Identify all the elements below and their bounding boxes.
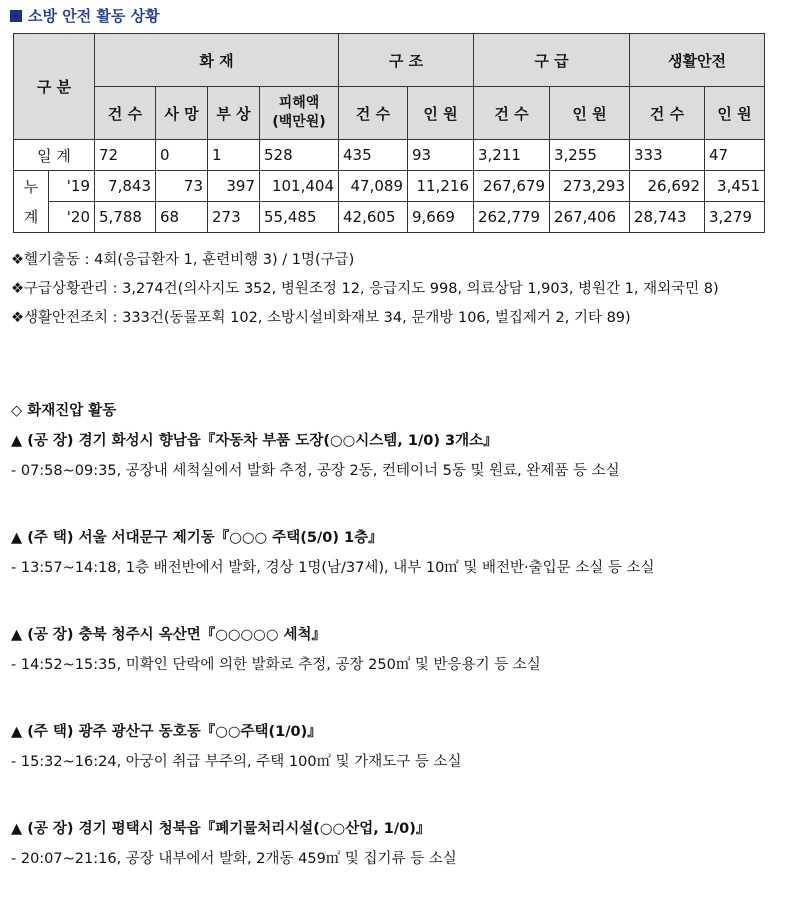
fire-incident [11,717,781,777]
table-cell: 3,211 [474,140,550,171]
note-ems-management: ❖구급상황관리 : 3,274건(의사지도 352, 병원조정 12, 응급지도 998, 의료상담 1,903, 병원간 1, 재외국민 8) [11,281,719,297]
row-label-2020: '20 [49,202,95,233]
header-fire: 화 재 [95,34,339,87]
table-cell: 55,485 [260,202,339,233]
cumulative-label: 누 계 [23,177,39,226]
note-helicopter: ❖헬기출동 : 4회(응급환자 1, 훈련비행 3) / 1명(구급) [11,252,355,268]
row-label-cumulative [14,171,49,233]
header-fire-injury: 부 상 [208,87,260,140]
header-life-safety: 생활안전 [630,34,765,87]
table-cell: 47,089 [339,171,408,202]
table-cell: 93 [408,140,474,171]
table-cell: 68 [156,202,208,233]
incident-description: - 14:52~15:35, 미확인 단락에 의한 발화로 추정, 공장 250㎡ 및 반응용기 등 소실 [11,657,541,673]
incident-title: ▲ (공 장) 충북 청주시 옥산면『○○○○○ 세척』 [11,627,327,643]
incident-title: ▲ (공 장) 경기 평택시 청북읍『폐기물처리시설(○○산업, 1/0)』 [11,821,431,837]
table-cell: 273,293 [550,171,630,202]
fire-incident [11,620,781,680]
section-heading [10,5,160,26]
header-fire-damage [260,87,339,140]
incident-description: - 15:32~16:24, 아궁이 취급 부주의, 주택 100㎡ 및 가재도구 등 소실 [11,754,462,770]
header-fire-death: 사 망 [156,87,208,140]
header-ems: 구 급 [474,34,630,87]
table-cell: 26,692 [630,171,705,202]
header-rescue-people: 인 원 [408,87,474,140]
table-cell: 3,279 [705,202,765,233]
table-row-daily [14,140,765,171]
note-life-safety: ❖생활안전조치 : 333건(동물포획 102, 소방시설비화재보 34, 문개방 106, 벌집제거 2, 기타 89) [11,310,631,326]
header-fire-count: 건 수 [95,87,156,140]
table-cell: 267,406 [550,202,630,233]
header-rescue-count: 건 수 [339,87,408,140]
incident-description: - 13:57~14:18, 1층 배전반에서 발화, 경상 1명(남/37세), 내부 10㎡ 및 배전반·출입문 소실 등 소실 [11,560,655,576]
table-cell: 5,788 [95,202,156,233]
incident-title: ▲ (공 장) 경기 화성시 향남읍『자동차 부품 도장(○○시스템, 1/0) 3개소』 [11,433,498,449]
activity-notes [11,246,781,333]
incident-title: ▲ (주 택) 서울 서대문구 제기동『○○○ 주택(5/0) 1층』 [11,530,383,546]
table-cell: 3,451 [705,171,765,202]
damage-label: 피해액 (백만원) [272,95,326,130]
table-cell: 267,679 [474,171,550,202]
fire-incident [11,814,781,874]
table-row-2019 [14,171,765,202]
table-cell: 7,843 [95,171,156,202]
row-label-daily: 일 계 [14,140,95,171]
table-cell: 435 [339,140,408,171]
table-cell: 273 [208,202,260,233]
fire-incident [11,523,781,583]
table-cell: 72 [95,140,156,171]
header-ems-people: 인 원 [550,87,630,140]
table-cell: 0 [156,140,208,171]
table-cell: 3,255 [550,140,630,171]
header-life-people: 인 원 [705,87,765,140]
row-label-2019: '19 [49,171,95,202]
table-cell: 73 [156,171,208,202]
table-cell: 333 [630,140,705,171]
table-row-2020 [14,202,765,233]
table-cell: 262,779 [474,202,550,233]
table-cell: 528 [260,140,339,171]
header-category: 구 분 [14,34,95,140]
table-cell: 42,605 [339,202,408,233]
square-bullet-icon [10,10,22,22]
incident-description: - 20:07~21:16, 공장 내부에서 발화, 2개동 459㎡ 및 집기류 등 소실 [11,851,457,867]
table-cell: 397 [208,171,260,202]
header-ems-count: 건 수 [474,87,550,140]
header-rescue: 구 조 [339,34,474,87]
fire-section-title: ◇ 화재진압 활동 [11,403,117,419]
table-cell: 47 [705,140,765,171]
table-cell: 1 [208,140,260,171]
incident-title: ▲ (주 택) 광주 광산구 동호동『○○주택(1/0)』 [11,724,322,740]
table-cell: 11,216 [408,171,474,202]
table-cell: 9,669 [408,202,474,233]
fire-incident [11,426,781,486]
heading-text: 소방 안전 활동 상황 [28,7,160,25]
header-life-count: 건 수 [630,87,705,140]
activity-stats-table [13,33,765,233]
fire-suppression-section [11,396,781,911]
table-cell: 28,743 [630,202,705,233]
table-cell: 101,404 [260,171,339,202]
incident-description: - 07:58~09:35, 공장내 세척실에서 발화 추정, 공장 2동, 컨테이너 5동 및 원료, 완제품 등 소실 [11,463,620,479]
